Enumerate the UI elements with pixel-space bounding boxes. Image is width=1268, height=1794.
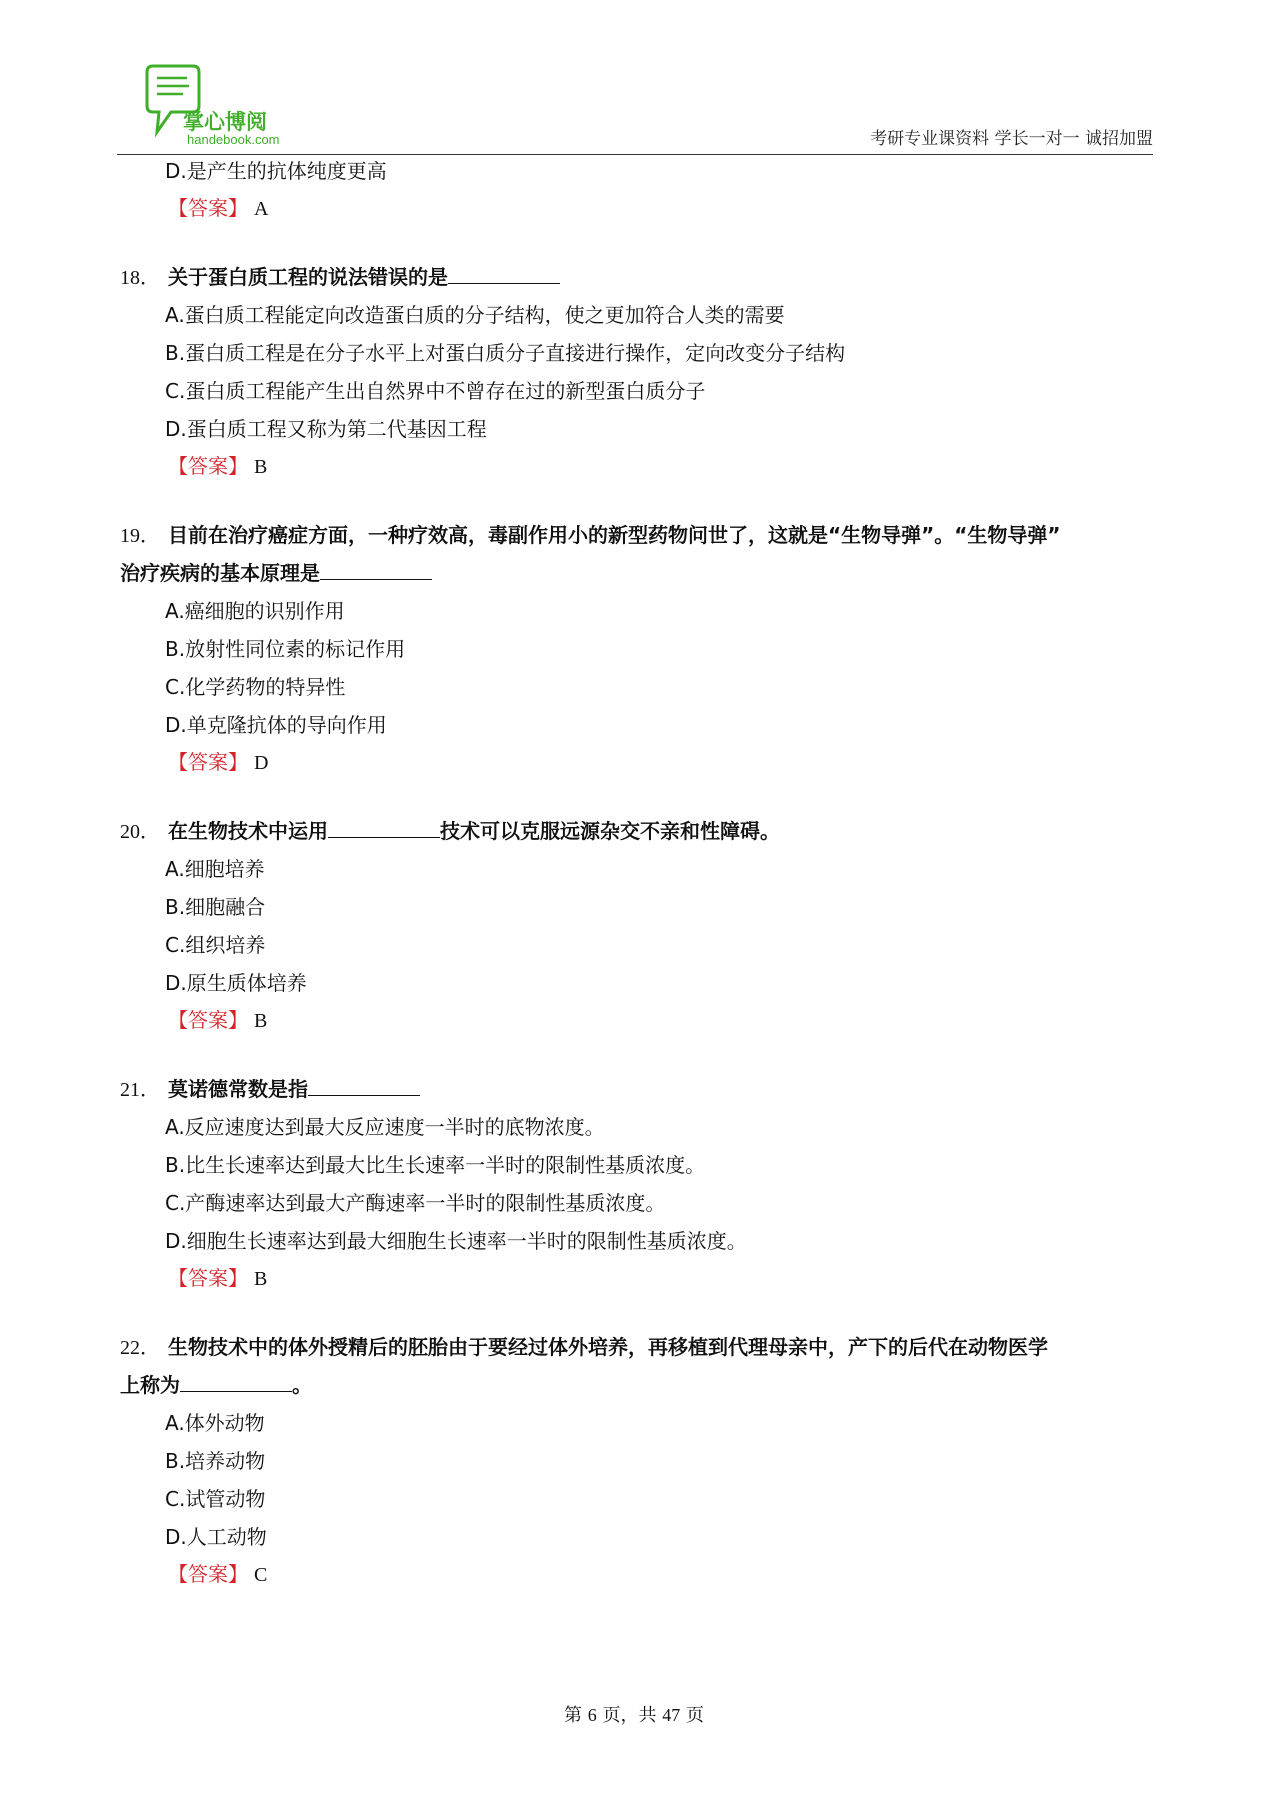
answer-line: [168, 194, 268, 223]
option-b: B.培养动物: [165, 1449, 266, 1473]
answer-value: D: [254, 752, 269, 774]
question-text: 莫诺德常数是指: [168, 1077, 308, 1101]
logo-text: 掌心博阅: [183, 110, 267, 134]
answer-tag: 【答案】: [168, 196, 248, 220]
logo: [135, 62, 305, 146]
page-number: 6: [587, 1705, 597, 1725]
logo-url: handebook.com: [187, 132, 280, 147]
answer-blank: [180, 1371, 292, 1392]
footer-middle: 页，共: [602, 1705, 657, 1726]
header-divider: [117, 154, 1153, 155]
option-b: B.比生长速率达到最大比生长速率一半时的限制性基质浓度。: [165, 1153, 706, 1177]
answer-tag: 【答案】: [168, 750, 248, 774]
question-stem: [120, 817, 780, 846]
option-c: C.化学药物的特异性: [165, 675, 346, 699]
option-d: D.原生质体培养: [165, 971, 307, 995]
option-b: B.细胞融合: [165, 895, 266, 919]
option-c: C.试管动物: [165, 1487, 266, 1511]
question-number: 18．: [120, 267, 160, 289]
question-number: 21．: [120, 1079, 160, 1101]
answer-tag: 【答案】: [168, 454, 248, 478]
option-c: C.蛋白质工程能产生出自然界中不曾存在过的新型蛋白质分子: [165, 379, 706, 403]
option-d: D.是产生的抗体纯度更高: [165, 159, 387, 183]
page-footer: [0, 1701, 1268, 1727]
question-number: 22．: [120, 1337, 160, 1359]
option-b: B.蛋白质工程是在分子水平上对蛋白质分子直接进行操作，定向改变分子结构: [165, 341, 846, 365]
question-text: 在生物技术中运用: [168, 819, 328, 843]
answer-value: A: [254, 198, 269, 220]
question-text: 生物技术中的体外授精后的胚胎由于要经过体外培养，再移植到代理母亲中，产下的后代在动物医学: [168, 1335, 1048, 1359]
footer-suffix: 页: [685, 1705, 704, 1726]
answer-value: B: [254, 1268, 268, 1290]
answer-line: [168, 1264, 267, 1293]
answer-tag: 【答案】: [168, 1562, 248, 1586]
total-pages: 47: [662, 1705, 681, 1725]
question-stem-cont: [120, 1371, 312, 1399]
answer-line: [168, 748, 268, 777]
option-d: D.细胞生长速率达到最大细胞生长速率一半时的限制性基质浓度。: [165, 1229, 747, 1253]
question-text: 目前在治疗癌症方面，一种疗效高，毒副作用小的新型药物问世了，这就是“生物导弹”。“生物导弹”: [168, 523, 1061, 547]
question-text: 治疗疾病的基本原理是: [120, 561, 320, 585]
answer-value: B: [254, 456, 268, 478]
question-text-after: 。: [292, 1373, 312, 1397]
option-a: A.蛋白质工程能定向改造蛋白质的分子结构，使之更加符合人类的需要: [165, 303, 785, 327]
page-header: [117, 58, 1153, 154]
answer-blank: [448, 263, 560, 284]
header-tagline: 考研专业课资料 学长一对一 诚招加盟: [870, 129, 1153, 149]
answer-tag: 【答案】: [168, 1266, 248, 1290]
option-d: D.单克隆抗体的导向作用: [165, 713, 387, 737]
question-stem: [120, 263, 560, 292]
answer-line: [168, 452, 267, 481]
option-d: D.蛋白质工程又称为第二代基因工程: [165, 417, 487, 441]
option-a: A.体外动物: [165, 1411, 265, 1435]
answer-blank: [328, 817, 440, 838]
answer-blank: [320, 559, 432, 580]
option-a: A.癌细胞的识别作用: [165, 599, 345, 623]
question-stem: [120, 521, 1061, 550]
footer-prefix: 第: [564, 1705, 583, 1726]
question-number: 20．: [120, 821, 160, 843]
option-b: B.放射性同位素的标记作用: [165, 637, 406, 661]
option-c: C.组织培养: [165, 933, 266, 957]
option-c: C.产酶速率达到最大产酶速率一半时的限制性基质浓度。: [165, 1191, 666, 1215]
question-number: 19．: [120, 525, 160, 547]
answer-value: C: [254, 1564, 268, 1586]
answer-tag: 【答案】: [168, 1008, 248, 1032]
answer-line: [168, 1006, 267, 1035]
question-stem-cont: [120, 559, 432, 587]
question-text-after: 技术可以克服远源杂交不亲和性障碍。: [440, 819, 780, 843]
option-a: A.反应速度达到最大反应速度一半时的底物浓度。: [165, 1115, 605, 1139]
question-stem: [120, 1333, 1048, 1362]
question-stem: [120, 1075, 420, 1104]
answer-blank: [308, 1075, 420, 1096]
answer-line: [168, 1560, 267, 1589]
option-d: D.人工动物: [165, 1525, 267, 1549]
question-text: 关于蛋白质工程的说法错误的是: [168, 265, 448, 289]
answer-value: B: [254, 1010, 268, 1032]
option-a: A.细胞培养: [165, 857, 265, 881]
question-text: 上称为: [120, 1373, 180, 1397]
